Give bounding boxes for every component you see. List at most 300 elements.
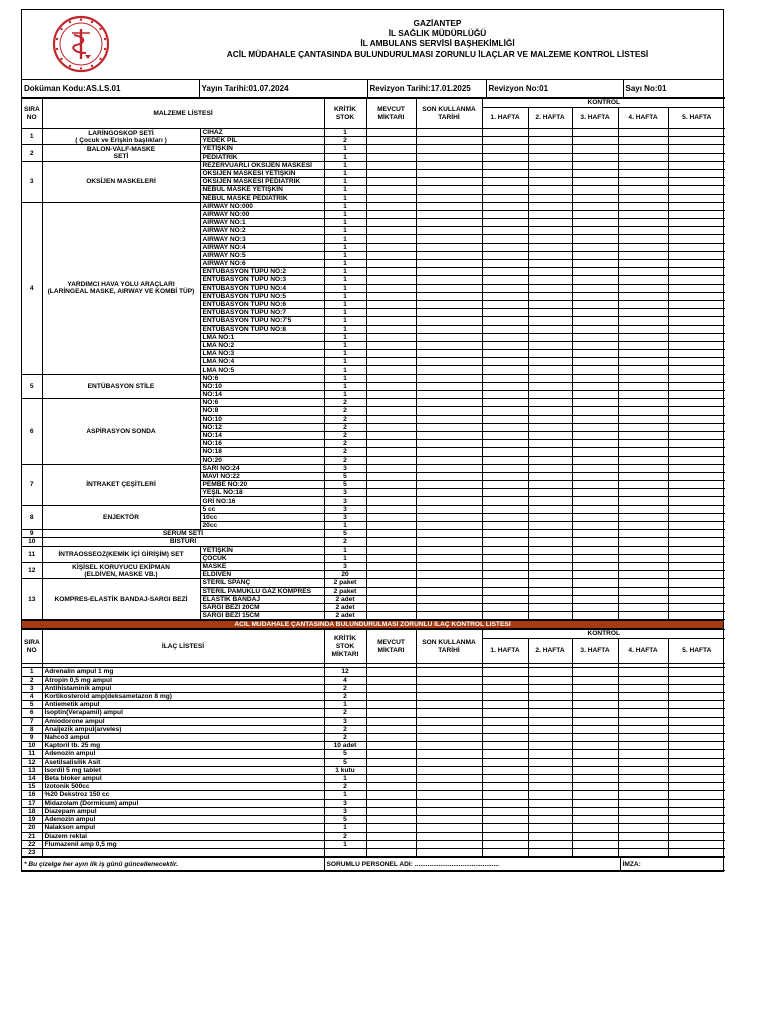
- material-entry-cell[interactable]: [572, 350, 618, 358]
- material-entry-cell[interactable]: [618, 440, 668, 448]
- material-entry-cell[interactable]: [572, 579, 618, 587]
- material-entry-cell[interactable]: [618, 284, 668, 292]
- drug-entry-cell[interactable]: [668, 807, 725, 815]
- material-entry-cell[interactable]: [366, 300, 416, 308]
- material-entry-cell[interactable]: [416, 309, 482, 317]
- drug-entry-cell[interactable]: [618, 824, 668, 832]
- material-entry-cell[interactable]: [482, 137, 528, 145]
- material-entry-cell[interactable]: [416, 382, 482, 390]
- material-entry-cell[interactable]: [668, 587, 725, 595]
- drug-entry-cell[interactable]: [482, 832, 528, 840]
- material-entry-cell[interactable]: [572, 292, 618, 300]
- material-entry-cell[interactable]: [528, 341, 572, 349]
- material-entry-cell[interactable]: [366, 431, 416, 439]
- material-entry-cell[interactable]: [572, 505, 618, 513]
- material-entry-cell[interactable]: [572, 522, 618, 530]
- drug-entry-cell[interactable]: [668, 684, 725, 692]
- drug-entry-cell[interactable]: [572, 758, 618, 766]
- material-entry-cell[interactable]: [668, 522, 725, 530]
- material-entry-cell[interactable]: [366, 546, 416, 554]
- drug-entry-cell[interactable]: [482, 807, 528, 815]
- material-entry-cell[interactable]: [618, 595, 668, 603]
- material-entry-cell[interactable]: [572, 227, 618, 235]
- material-entry-cell[interactable]: [416, 145, 482, 153]
- material-entry-cell[interactable]: [366, 161, 416, 169]
- material-entry-cell[interactable]: [482, 350, 528, 358]
- material-entry-cell[interactable]: [618, 153, 668, 161]
- drug-entry-cell[interactable]: [618, 725, 668, 733]
- material-entry-cell[interactable]: [618, 260, 668, 268]
- material-entry-cell[interactable]: [668, 333, 725, 341]
- material-entry-cell[interactable]: [366, 382, 416, 390]
- material-entry-cell[interactable]: [482, 391, 528, 399]
- drug-entry-cell[interactable]: [366, 725, 416, 733]
- material-entry-cell[interactable]: [482, 317, 528, 325]
- material-entry-cell[interactable]: [482, 235, 528, 243]
- drug-entry-cell[interactable]: [618, 775, 668, 783]
- material-entry-cell[interactable]: [366, 554, 416, 562]
- material-entry-cell[interactable]: [416, 333, 482, 341]
- drug-entry-cell[interactable]: [482, 840, 528, 848]
- drug-entry-cell[interactable]: [366, 693, 416, 701]
- material-entry-cell[interactable]: [572, 374, 618, 382]
- material-entry-cell[interactable]: [366, 522, 416, 530]
- material-entry-cell[interactable]: [416, 554, 482, 562]
- material-entry-cell[interactable]: [366, 595, 416, 603]
- material-entry-cell[interactable]: [528, 219, 572, 227]
- drug-entry-cell[interactable]: [618, 742, 668, 750]
- material-entry-cell[interactable]: [528, 431, 572, 439]
- material-entry-cell[interactable]: [366, 341, 416, 349]
- material-entry-cell[interactable]: [528, 399, 572, 407]
- drug-entry-cell[interactable]: [366, 791, 416, 799]
- drug-entry-cell[interactable]: [668, 848, 725, 856]
- drug-entry-cell[interactable]: [572, 725, 618, 733]
- material-entry-cell[interactable]: [618, 235, 668, 243]
- material-entry-cell[interactable]: [668, 554, 725, 562]
- material-entry-cell[interactable]: [618, 325, 668, 333]
- material-entry-cell[interactable]: [618, 546, 668, 554]
- material-entry-cell[interactable]: [416, 595, 482, 603]
- material-entry-cell[interactable]: [366, 456, 416, 464]
- drug-entry-cell[interactable]: [572, 676, 618, 684]
- material-entry-cell[interactable]: [482, 431, 528, 439]
- material-entry-cell[interactable]: [572, 202, 618, 210]
- material-entry-cell[interactable]: [668, 317, 725, 325]
- material-entry-cell[interactable]: [366, 210, 416, 218]
- material-entry-cell[interactable]: [618, 309, 668, 317]
- material-entry-cell[interactable]: [482, 399, 528, 407]
- drug-entry-cell[interactable]: [572, 840, 618, 848]
- material-entry-cell[interactable]: [366, 350, 416, 358]
- material-entry-cell[interactable]: [572, 382, 618, 390]
- material-entry-cell[interactable]: [366, 571, 416, 579]
- drug-entry-cell[interactable]: [668, 717, 725, 725]
- material-entry-cell[interactable]: [668, 374, 725, 382]
- material-entry-cell[interactable]: [416, 391, 482, 399]
- material-entry-cell[interactable]: [482, 546, 528, 554]
- material-entry-cell[interactable]: [572, 251, 618, 259]
- material-entry-cell[interactable]: [668, 415, 725, 423]
- material-entry-cell[interactable]: [366, 186, 416, 194]
- material-entry-cell[interactable]: [416, 489, 482, 497]
- material-entry-cell[interactable]: [482, 440, 528, 448]
- drug-entry-cell[interactable]: [618, 701, 668, 709]
- material-entry-cell[interactable]: [572, 169, 618, 177]
- material-entry-cell[interactable]: [572, 554, 618, 562]
- material-entry-cell[interactable]: [668, 579, 725, 587]
- material-entry-cell[interactable]: [618, 169, 668, 177]
- drug-entry-cell[interactable]: [366, 758, 416, 766]
- drug-entry-cell[interactable]: [528, 693, 572, 701]
- drug-entry-cell[interactable]: [416, 701, 482, 709]
- material-entry-cell[interactable]: [482, 407, 528, 415]
- drug-entry-cell[interactable]: [482, 734, 528, 742]
- drug-entry-cell[interactable]: [668, 676, 725, 684]
- drug-entry-cell[interactable]: [482, 709, 528, 717]
- material-entry-cell[interactable]: [618, 522, 668, 530]
- drug-entry-cell[interactable]: [482, 676, 528, 684]
- material-entry-cell[interactable]: [572, 137, 618, 145]
- material-entry-cell[interactable]: [482, 423, 528, 431]
- material-entry-cell[interactable]: [572, 391, 618, 399]
- material-entry-cell[interactable]: [572, 358, 618, 366]
- material-entry-cell[interactable]: [416, 472, 482, 480]
- drug-entry-cell[interactable]: [572, 684, 618, 692]
- material-entry-cell[interactable]: [366, 612, 416, 620]
- material-entry-cell[interactable]: [482, 161, 528, 169]
- material-entry-cell[interactable]: [482, 309, 528, 317]
- material-entry-cell[interactable]: [366, 169, 416, 177]
- material-entry-cell[interactable]: [366, 194, 416, 202]
- material-entry-cell[interactable]: [572, 178, 618, 186]
- material-entry-cell[interactable]: [668, 137, 725, 145]
- material-entry-cell[interactable]: [366, 407, 416, 415]
- material-entry-cell[interactable]: [668, 546, 725, 554]
- drug-entry-cell[interactable]: [416, 791, 482, 799]
- material-entry-cell[interactable]: [618, 423, 668, 431]
- material-entry-cell[interactable]: [668, 505, 725, 513]
- material-entry-cell[interactable]: [528, 350, 572, 358]
- material-entry-cell[interactable]: [416, 505, 482, 513]
- drug-entry-cell[interactable]: [528, 816, 572, 824]
- material-entry-cell[interactable]: [366, 309, 416, 317]
- drug-entry-cell[interactable]: [416, 848, 482, 856]
- material-entry-cell[interactable]: [528, 227, 572, 235]
- material-entry-cell[interactable]: [572, 489, 618, 497]
- material-entry-cell[interactable]: [618, 472, 668, 480]
- material-entry-cell[interactable]: [482, 472, 528, 480]
- material-entry-cell[interactable]: [528, 407, 572, 415]
- material-entry-cell[interactable]: [618, 268, 668, 276]
- drug-entry-cell[interactable]: [366, 816, 416, 824]
- drug-entry-cell[interactable]: [528, 783, 572, 791]
- material-entry-cell[interactable]: [416, 612, 482, 620]
- drug-entry-cell[interactable]: [482, 701, 528, 709]
- material-entry-cell[interactable]: [366, 251, 416, 259]
- drug-entry-cell[interactable]: [572, 791, 618, 799]
- material-entry-cell[interactable]: [416, 153, 482, 161]
- material-entry-cell[interactable]: [618, 481, 668, 489]
- material-entry-cell[interactable]: [668, 538, 725, 546]
- material-entry-cell[interactable]: [366, 603, 416, 611]
- material-entry-cell[interactable]: [482, 202, 528, 210]
- material-entry-cell[interactable]: [482, 260, 528, 268]
- material-entry-cell[interactable]: [528, 284, 572, 292]
- material-entry-cell[interactable]: [618, 300, 668, 308]
- material-entry-cell[interactable]: [416, 178, 482, 186]
- material-entry-cell[interactable]: [572, 129, 618, 137]
- material-entry-cell[interactable]: [618, 603, 668, 611]
- drug-entry-cell[interactable]: [572, 717, 618, 725]
- drug-entry-cell[interactable]: [668, 824, 725, 832]
- material-entry-cell[interactable]: [572, 464, 618, 472]
- material-entry-cell[interactable]: [416, 448, 482, 456]
- material-entry-cell[interactable]: [668, 276, 725, 284]
- material-entry-cell[interactable]: [528, 202, 572, 210]
- material-entry-cell[interactable]: [482, 382, 528, 390]
- drug-entry-cell[interactable]: [572, 775, 618, 783]
- material-entry-cell[interactable]: [618, 399, 668, 407]
- material-entry-cell[interactable]: [528, 268, 572, 276]
- drug-entry-cell[interactable]: [668, 668, 725, 676]
- material-entry-cell[interactable]: [416, 292, 482, 300]
- material-entry-cell[interactable]: [416, 587, 482, 595]
- material-entry-cell[interactable]: [366, 292, 416, 300]
- material-entry-cell[interactable]: [528, 382, 572, 390]
- material-entry-cell[interactable]: [668, 227, 725, 235]
- material-entry-cell[interactable]: [618, 431, 668, 439]
- material-entry-cell[interactable]: [572, 284, 618, 292]
- material-entry-cell[interactable]: [618, 186, 668, 194]
- material-entry-cell[interactable]: [482, 456, 528, 464]
- material-entry-cell[interactable]: [528, 276, 572, 284]
- material-entry-cell[interactable]: [668, 210, 725, 218]
- material-entry-cell[interactable]: [572, 194, 618, 202]
- material-entry-cell[interactable]: [528, 587, 572, 595]
- material-entry-cell[interactable]: [482, 612, 528, 620]
- material-entry-cell[interactable]: [528, 546, 572, 554]
- material-entry-cell[interactable]: [482, 227, 528, 235]
- drug-entry-cell[interactable]: [366, 799, 416, 807]
- material-entry-cell[interactable]: [482, 489, 528, 497]
- material-entry-cell[interactable]: [482, 178, 528, 186]
- material-entry-cell[interactable]: [528, 317, 572, 325]
- drug-entry-cell[interactable]: [572, 783, 618, 791]
- material-entry-cell[interactable]: [482, 603, 528, 611]
- material-entry-cell[interactable]: [416, 464, 482, 472]
- material-entry-cell[interactable]: [572, 325, 618, 333]
- material-entry-cell[interactable]: [366, 227, 416, 235]
- drug-entry-cell[interactable]: [572, 824, 618, 832]
- material-entry-cell[interactable]: [618, 292, 668, 300]
- drug-entry-cell[interactable]: [572, 742, 618, 750]
- material-entry-cell[interactable]: [528, 235, 572, 243]
- material-entry-cell[interactable]: [618, 554, 668, 562]
- drug-entry-cell[interactable]: [366, 848, 416, 856]
- material-entry-cell[interactable]: [618, 513, 668, 521]
- material-entry-cell[interactable]: [572, 268, 618, 276]
- drug-entry-cell[interactable]: [416, 832, 482, 840]
- material-entry-cell[interactable]: [366, 399, 416, 407]
- material-entry-cell[interactable]: [416, 284, 482, 292]
- material-entry-cell[interactable]: [618, 497, 668, 505]
- material-entry-cell[interactable]: [416, 415, 482, 423]
- material-entry-cell[interactable]: [618, 161, 668, 169]
- material-entry-cell[interactable]: [416, 341, 482, 349]
- drug-entry-cell[interactable]: [572, 799, 618, 807]
- material-entry-cell[interactable]: [528, 423, 572, 431]
- drug-entry-cell[interactable]: [528, 701, 572, 709]
- material-entry-cell[interactable]: [528, 325, 572, 333]
- material-entry-cell[interactable]: [366, 153, 416, 161]
- material-entry-cell[interactable]: [668, 202, 725, 210]
- drug-entry-cell[interactable]: [572, 848, 618, 856]
- drug-entry-cell[interactable]: [572, 668, 618, 676]
- material-entry-cell[interactable]: [618, 251, 668, 259]
- drug-entry-cell[interactable]: [572, 807, 618, 815]
- drug-entry-cell[interactable]: [528, 668, 572, 676]
- material-entry-cell[interactable]: [618, 456, 668, 464]
- drug-entry-cell[interactable]: [416, 693, 482, 701]
- material-entry-cell[interactable]: [366, 243, 416, 251]
- material-entry-cell[interactable]: [416, 260, 482, 268]
- material-entry-cell[interactable]: [366, 464, 416, 472]
- material-entry-cell[interactable]: [528, 505, 572, 513]
- material-entry-cell[interactable]: [668, 407, 725, 415]
- material-entry-cell[interactable]: [668, 350, 725, 358]
- drug-entry-cell[interactable]: [416, 717, 482, 725]
- material-entry-cell[interactable]: [482, 153, 528, 161]
- material-entry-cell[interactable]: [618, 358, 668, 366]
- material-entry-cell[interactable]: [572, 260, 618, 268]
- drug-entry-cell[interactable]: [366, 832, 416, 840]
- material-entry-cell[interactable]: [572, 300, 618, 308]
- drug-entry-cell[interactable]: [366, 783, 416, 791]
- material-entry-cell[interactable]: [668, 178, 725, 186]
- material-entry-cell[interactable]: [572, 235, 618, 243]
- drug-entry-cell[interactable]: [416, 750, 482, 758]
- drug-entry-cell[interactable]: [366, 775, 416, 783]
- material-entry-cell[interactable]: [668, 382, 725, 390]
- material-entry-cell[interactable]: [366, 472, 416, 480]
- material-entry-cell[interactable]: [482, 497, 528, 505]
- drug-entry-cell[interactable]: [528, 717, 572, 725]
- material-entry-cell[interactable]: [482, 129, 528, 137]
- material-entry-cell[interactable]: [482, 522, 528, 530]
- drug-entry-cell[interactable]: [668, 791, 725, 799]
- material-entry-cell[interactable]: [668, 251, 725, 259]
- material-entry-cell[interactable]: [366, 202, 416, 210]
- material-entry-cell[interactable]: [572, 538, 618, 546]
- material-entry-cell[interactable]: [528, 530, 572, 538]
- drug-entry-cell[interactable]: [366, 717, 416, 725]
- material-entry-cell[interactable]: [482, 562, 528, 570]
- drug-entry-cell[interactable]: [528, 750, 572, 758]
- drug-entry-cell[interactable]: [668, 840, 725, 848]
- material-entry-cell[interactable]: [482, 538, 528, 546]
- drug-entry-cell[interactable]: [618, 848, 668, 856]
- material-entry-cell[interactable]: [528, 186, 572, 194]
- material-entry-cell[interactable]: [528, 522, 572, 530]
- material-entry-cell[interactable]: [366, 284, 416, 292]
- material-entry-cell[interactable]: [668, 431, 725, 439]
- material-entry-cell[interactable]: [668, 186, 725, 194]
- material-entry-cell[interactable]: [618, 415, 668, 423]
- drug-entry-cell[interactable]: [668, 766, 725, 774]
- material-entry-cell[interactable]: [528, 513, 572, 521]
- drug-entry-cell[interactable]: [572, 693, 618, 701]
- material-entry-cell[interactable]: [572, 415, 618, 423]
- material-entry-cell[interactable]: [618, 391, 668, 399]
- material-entry-cell[interactable]: [572, 145, 618, 153]
- drug-entry-cell[interactable]: [366, 824, 416, 832]
- material-entry-cell[interactable]: [618, 464, 668, 472]
- material-entry-cell[interactable]: [618, 374, 668, 382]
- drug-entry-cell[interactable]: [668, 783, 725, 791]
- material-entry-cell[interactable]: [618, 579, 668, 587]
- material-entry-cell[interactable]: [366, 235, 416, 243]
- drug-entry-cell[interactable]: [618, 791, 668, 799]
- material-entry-cell[interactable]: [366, 423, 416, 431]
- material-entry-cell[interactable]: [572, 595, 618, 603]
- material-entry-cell[interactable]: [528, 309, 572, 317]
- material-entry-cell[interactable]: [482, 595, 528, 603]
- material-entry-cell[interactable]: [482, 145, 528, 153]
- material-entry-cell[interactable]: [416, 161, 482, 169]
- material-entry-cell[interactable]: [618, 612, 668, 620]
- drug-entry-cell[interactable]: [416, 840, 482, 848]
- drug-entry-cell[interactable]: [572, 766, 618, 774]
- material-entry-cell[interactable]: [528, 489, 572, 497]
- material-entry-cell[interactable]: [416, 235, 482, 243]
- drug-entry-cell[interactable]: [528, 725, 572, 733]
- material-entry-cell[interactable]: [482, 219, 528, 227]
- drug-entry-cell[interactable]: [416, 775, 482, 783]
- drug-entry-cell[interactable]: [528, 676, 572, 684]
- material-entry-cell[interactable]: [668, 530, 725, 538]
- material-entry-cell[interactable]: [528, 161, 572, 169]
- signature-field[interactable]: İMZA:: [620, 858, 725, 871]
- drug-entry-cell[interactable]: [416, 709, 482, 717]
- drug-entry-cell[interactable]: [366, 734, 416, 742]
- material-entry-cell[interactable]: [668, 341, 725, 349]
- material-entry-cell[interactable]: [528, 210, 572, 218]
- material-entry-cell[interactable]: [572, 440, 618, 448]
- material-entry-cell[interactable]: [572, 587, 618, 595]
- material-entry-cell[interactable]: [366, 497, 416, 505]
- material-entry-cell[interactable]: [366, 145, 416, 153]
- material-entry-cell[interactable]: [416, 603, 482, 611]
- material-entry-cell[interactable]: [416, 374, 482, 382]
- material-entry-cell[interactable]: [416, 440, 482, 448]
- drug-entry-cell[interactable]: [618, 758, 668, 766]
- material-entry-cell[interactable]: [528, 374, 572, 382]
- material-entry-cell[interactable]: [416, 579, 482, 587]
- drug-entry-cell[interactable]: [528, 824, 572, 832]
- material-entry-cell[interactable]: [366, 137, 416, 145]
- material-entry-cell[interactable]: [482, 448, 528, 456]
- material-entry-cell[interactable]: [668, 325, 725, 333]
- drug-entry-cell[interactable]: [482, 816, 528, 824]
- material-entry-cell[interactable]: [572, 448, 618, 456]
- material-entry-cell[interactable]: [528, 260, 572, 268]
- drug-entry-cell[interactable]: [668, 758, 725, 766]
- material-entry-cell[interactable]: [668, 497, 725, 505]
- material-entry-cell[interactable]: [668, 243, 725, 251]
- material-entry-cell[interactable]: [668, 145, 725, 153]
- material-entry-cell[interactable]: [618, 145, 668, 153]
